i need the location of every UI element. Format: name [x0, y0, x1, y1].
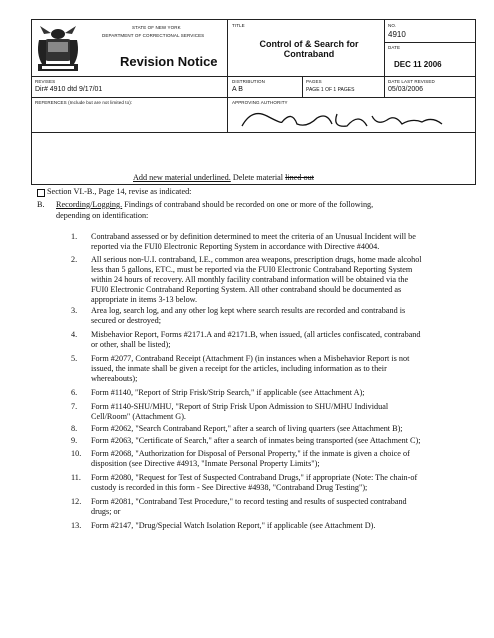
list-item-text: [91, 330, 473, 350]
signature-image: [237, 106, 467, 132]
list-item-line: FUI0 Electronic Contraband Reporting System. All other contraband should be documented as: [91, 285, 402, 294]
legend-text: [133, 173, 314, 183]
state-seal-logo: [36, 24, 80, 74]
directive-number: 4910: [388, 30, 406, 39]
list-item-text: [91, 521, 473, 531]
list-item-line: Form #2147, "Drug/Special Watch Isolation Report," if applicable (see Attachment D).: [91, 521, 376, 530]
section-line: Section VI.-B., Page 14, revise as indicated:: [47, 187, 192, 196]
section-checkbox: [37, 189, 45, 197]
list-item-line: appropriate in items 3-13 below.: [91, 295, 198, 304]
list-item-line: All serious non-U.I. contraband, I.E., common area weapons, prescription drugs, home made alcohol: [91, 255, 422, 264]
department-label: DEPARTMENT OF CORRECTIONAL SERVICES: [102, 33, 205, 38]
distribution-value: A B: [232, 86, 243, 93]
date-label: DATE: [388, 45, 401, 50]
list-item-text: [91, 232, 473, 252]
list-item-number: 1.: [71, 232, 78, 241]
list-item-text: [91, 306, 473, 326]
directive-title: Control of & Search for Contraband: [259, 39, 359, 59]
list-item-number: 8.: [71, 424, 78, 433]
list-item-text: [91, 473, 473, 493]
distribution-label: DISTRIBUTION: [232, 79, 265, 84]
state-label: STATE OF NEW YORK: [132, 25, 181, 30]
list-item-line: Form #2077, Contraband Receipt (Attachment F) (in instances when a Misbehavior Report is not: [91, 354, 410, 363]
list-item-number: 6.: [71, 388, 78, 397]
list-item-number: 2.: [71, 255, 78, 264]
list-item-line: custody is recorded in this form - See Directive #4938, "Contraband Drug Testing");: [91, 483, 368, 492]
list-item-line: secured or destroyed;: [91, 316, 162, 325]
list-item-line: Cell/Room" (Attachment G).: [91, 412, 186, 421]
list-item-line: less than 5 gallons, ETC., must be reported via the FUI0 Electronic Contraband Reporting System: [91, 265, 413, 274]
pages-value: PAGE 1 OF 1 PAGES: [306, 87, 355, 93]
list-item-line: Misbehavior Report, Forms #2171.A and #2171.B, when issued, (all articles confiscated, contraband: [91, 330, 421, 339]
revises-label: REVISES: [35, 79, 56, 84]
list-item-number: 13.: [71, 521, 82, 530]
list-item-number: 10.: [71, 449, 82, 458]
list-item-text: [91, 255, 473, 305]
header-box: [31, 19, 476, 133]
subsection-intro-2: depending on identification:: [56, 211, 149, 220]
legend-lined-out-text: lined out: [285, 173, 314, 182]
revises-value: Dir# 4910 dtd 9/17/01: [35, 86, 103, 93]
list-item-number: 9.: [71, 436, 78, 445]
pages-label: PAGES: [306, 79, 322, 84]
list-item-number: 3.: [71, 306, 78, 315]
list-item-line: reported via the FUI0 Electronic Reporting System in accordance with Directive #4004.: [91, 242, 380, 251]
list-item-number: 4.: [71, 330, 78, 339]
references-label: REFERENCES (Include but are not limited to):: [35, 100, 133, 105]
list-item-line: disposition (see Directive #4913, "Inmate Personal Property Limits");: [91, 459, 320, 468]
list-item-line: Form #2062, "Search Contraband Report," after a search of living quarters (see Attachment B);: [91, 424, 403, 433]
approving-authority-label: APPROVING AUTHORITY: [232, 100, 288, 105]
list-item-line: Form #2063, "Certificate of Search," after a search of inmates being transported (see Attachment C);: [91, 436, 421, 445]
list-item-line: issued, the inmate shall be given a receipt for the articles, including information as to their: [91, 364, 387, 373]
legend-add-text: Add new material underlined.: [133, 173, 231, 182]
list-item-text: [91, 449, 473, 469]
list-item-text: [91, 497, 473, 517]
legend-delete-text: Delete material: [232, 173, 284, 182]
subsection-letter: B.: [37, 200, 45, 209]
list-item-line: Form #2068, "Authorization for Disposal of Personal Property," if the inmate is given a choice of: [91, 449, 410, 458]
number-label: NO.: [388, 23, 397, 28]
list-item-number: 11.: [71, 473, 81, 482]
list-item-line: Contraband assessed or by definition determined to meet the criteria of an Unusual Incident will be: [91, 232, 416, 241]
list-item-line: Form #2080, "Request for Test of Suspected Contraband Drugs," if appropriate (Note: The chain-of: [91, 473, 418, 482]
list-item-text: [91, 402, 473, 422]
list-item-line: drugs; or: [91, 507, 121, 516]
list-item-number: 7.: [71, 402, 78, 411]
list-item-text: [91, 388, 473, 398]
list-item-number: 5.: [71, 354, 78, 363]
list-item-line: within 24 hours of recovery. All monthly facility contraband information will be obtained via the: [91, 275, 409, 284]
document-type-title: Revision Notice: [120, 54, 218, 69]
list-item-text: [91, 424, 473, 434]
list-item-line: Form #1140-SHU/MHU, "Report of Strip Frisk Upon Admission to SHU/MHU Individual: [91, 402, 389, 411]
list-item-text: [91, 436, 473, 446]
list-item-line: or other, shall be listed);: [91, 340, 171, 349]
list-item-line: Form #1140, "Report of Strip Frisk/Strip Search," if applicable (see Attachment A);: [91, 388, 365, 397]
list-item-text: [91, 354, 473, 384]
list-item-line: Area log, search log, and any other log kept where search results are recorded and contraband is: [91, 306, 406, 315]
subsection-intro: Findings of contraband should be recorded on one or more of the following,: [124, 200, 374, 209]
subsection-heading: Recording/Logging.: [56, 200, 123, 209]
date-stamp: DEC 11 2006: [394, 60, 442, 69]
title-label: TITLE: [232, 23, 245, 28]
list-item-line: Form #2081, "Contraband Test Procedure," to record testing and results of suspected contraband: [91, 497, 407, 506]
list-item-number: 12.: [71, 497, 82, 506]
list-item-line: whereabouts);: [91, 374, 138, 383]
date-last-revised-value: 05/03/2006: [388, 86, 424, 93]
subsection-heading-line: [56, 200, 476, 210]
date-last-revised-label: DATE LAST REVISED: [388, 79, 435, 84]
